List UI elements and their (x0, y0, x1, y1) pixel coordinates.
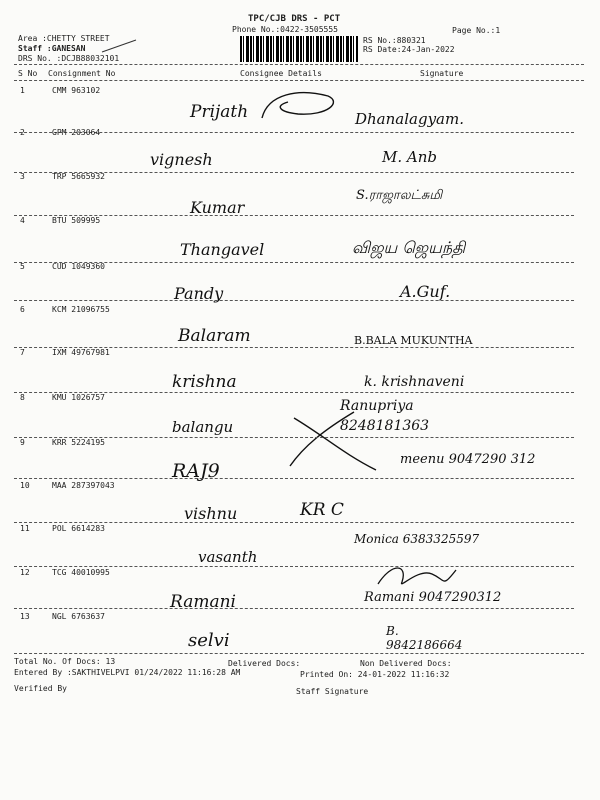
col-consignee: Consignee Details (240, 69, 322, 78)
delivered-docs: Delivered Docs: (228, 659, 301, 668)
consignee-name: vignesh (150, 150, 213, 169)
signature-loop (258, 88, 340, 124)
row-sno: 1 (20, 86, 25, 95)
row-consignment: KMU 1026757 (52, 393, 105, 402)
area-label: Area :CHETTY STREET (18, 34, 110, 43)
consignee-name: Ramani (170, 592, 236, 612)
document-title: TPC/CJB DRS - PCT (248, 14, 341, 24)
row-sno: 3 (20, 172, 25, 181)
phone-number: Phone No.:0422-3505555 (232, 25, 338, 34)
consignee-name: RAJ9 (172, 460, 220, 482)
header-rule-top (14, 64, 584, 65)
row-sno: 9 (20, 438, 25, 447)
row-sno: 13 (20, 612, 30, 621)
consignee-name: Kumar (190, 198, 245, 217)
row-separator (14, 608, 574, 609)
col-sno: S No (18, 69, 38, 78)
pen-mark (100, 38, 140, 54)
row-consignment: KRR 5224195 (52, 438, 105, 447)
printed-on: Printed On: 24-01-2022 11:16:32 (300, 670, 450, 679)
row-consignment: IXM 49767981 (52, 348, 110, 357)
col-consignment: Consignment No (48, 69, 116, 78)
consignee-name: Balaram (178, 326, 251, 346)
row-consignment: KCM 21096755 (52, 305, 110, 314)
row-separator (14, 300, 574, 301)
row-sno: 4 (20, 216, 25, 225)
signature-strike (284, 406, 384, 476)
row-consignment: TCG 40010995 (52, 568, 110, 577)
row-separator (14, 522, 574, 523)
signature: B. 9842186664 (386, 624, 463, 652)
consignee-name: Thangavel (180, 240, 265, 259)
row-sno: 6 (20, 305, 25, 314)
consignee-name: selvi (188, 630, 230, 651)
signature: k. krishnaveni (364, 374, 465, 390)
rs-number: RS No.:880321 (363, 36, 426, 45)
signature: KR C (300, 500, 344, 520)
row-sno: 5 (20, 262, 25, 271)
signature: Dhanalagyam. (355, 110, 464, 128)
signature: Ranupriya 8248181363 (340, 398, 430, 434)
staff-label: Staff :GANESAN (18, 44, 86, 53)
row-consignment: BTU 509995 (52, 216, 101, 225)
consignee-name: Pandy (174, 284, 224, 303)
signature-flourish (372, 560, 462, 592)
row-consignment: GPM 203064 (52, 128, 101, 137)
signature: meenu 9047290 312 (400, 452, 536, 467)
row-consignment: NGL 6763637 (52, 612, 105, 621)
signature: B.BALA MUKUNTHA (354, 334, 473, 347)
verified-by: Verified By (14, 684, 67, 693)
signature: M. Anb (382, 148, 437, 166)
row-consignment: CMM 963102 (52, 86, 101, 95)
rs-date: RS Date:24-Jan-2022 (363, 45, 455, 54)
row-sno: 7 (20, 348, 25, 357)
consignee-name: vasanth (198, 548, 258, 566)
row-sno: 8 (20, 393, 25, 402)
row-separator (14, 478, 574, 479)
page-number: Page No.:1 (452, 26, 501, 35)
row-sno: 11 (20, 524, 30, 533)
row-consignment: POL 6614283 (52, 524, 105, 533)
footer-rule (14, 653, 584, 654)
row-consignment: TRP 5665932 (52, 172, 105, 181)
signature: A.Guf. (400, 282, 451, 301)
non-delivered-docs: Non Delivered Docs: (360, 659, 452, 668)
signature: S.ராஜாலட்சுமி (356, 188, 443, 203)
consignee-name: krishna (172, 372, 237, 392)
barcode (240, 36, 358, 62)
drs-number: DRS No. :DCJB88032101 (18, 54, 120, 63)
signature: Monica 6383325597 (354, 532, 480, 546)
consignee-name: vishnu (184, 504, 238, 523)
consignee-name: balangu (172, 418, 234, 436)
row-sno: 12 (20, 568, 30, 577)
row-sno: 10 (20, 481, 30, 490)
row-consignment: MAA 287397043 (52, 481, 115, 490)
col-signature: Signature (420, 69, 464, 78)
consignee-name: Prijath (190, 102, 249, 122)
staff-signature-label: Staff Signature (296, 687, 369, 696)
total-docs: Total No. Of Docs: 13 (14, 657, 116, 666)
header-rule-bottom (14, 80, 584, 81)
row-sno: 2 (20, 128, 25, 137)
signature: விஜய ஜெயந்தி (352, 238, 466, 257)
row-consignment: CUD 1049360 (52, 262, 105, 271)
signature: Ramani 9047290312 (364, 590, 502, 605)
entered-by: Entered By :SAKTHIVELPVI 01/24/2022 11:16:28 AM (14, 668, 241, 677)
row-separator (14, 566, 574, 567)
